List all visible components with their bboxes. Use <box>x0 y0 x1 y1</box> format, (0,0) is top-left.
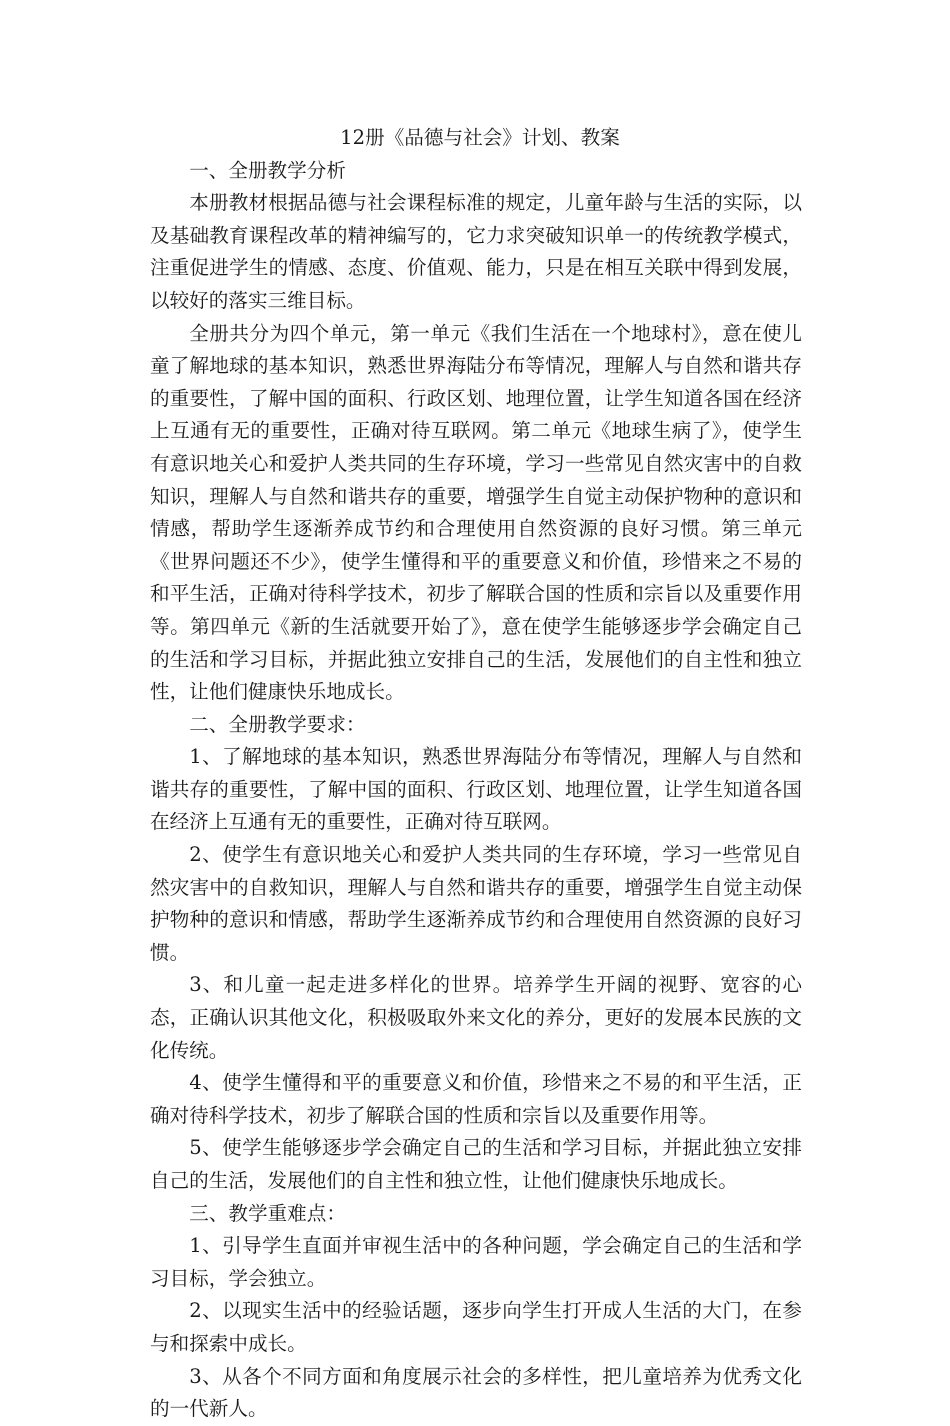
section-heading-analysis: 一、全册教学分析 <box>189 158 346 182</box>
requirement-item-4: 4、使学生懂得和平的重要意义和价值，珍惜来之不易的和平生活，正确对待科学技术，初步了解联合国的性质和宗旨以及重要作用等。 <box>150 1071 802 1127</box>
document-title: 12册《品德与社会》计划、教案 <box>340 126 620 149</box>
paragraph-units-overview: 全册共分为四个单元，第一单元《我们生活在一个地球村》，意在使儿童了解地球的基本知识，熟悉世界海陆分布等情况，理解人与自然和谐共存的重要性，了解中国的面积、行政区划、地理位置，让学生知道各国在经济上互通有无的重要性，正确对待互联网。第二单元《地球生病了》，使学生有意识地关心和爱护人类共同的生存环境，学习一些常见自然灾害中的自救知识，理解人与自然和谐共存的重要，增强学生自觉主动保护物种的意识和情感，帮助学生逐渐养成节约和合理使用自然资源的良好习惯。第三单元《世界问题还不少》，使学生懂得和平的重要意义和价值，珍惜来之不易的和平生活，正确对待科学技术，初步了解联合国的性质和宗旨以及重要作用等。第四单元《新的生活就要开始了》，意在使学生能够逐步学会确定自己的生活和学习目标，并据此独立安排自己的生活，发展他们的自主性和独立性，让他们健康快乐地成长。 <box>150 321 802 704</box>
section-heading-key-points: 三、教学重难点： <box>189 1201 346 1225</box>
key-point-item-3: 3、从各个不同方面和角度展示社会的多样性，把儿童培养为优秀文化的一代新人。 <box>150 1364 802 1421</box>
key-point-item-1: 1、引导学生直面并审视生活中的各种问题，学会确定自己的生活和学习目标，学会独立。 <box>150 1234 802 1290</box>
requirement-item-3: 3、和儿童一起走进多样化的世界。培养学生开阔的视野、宽容的心态，正确认识其他文化，积极吸取外来文化的养分，更好的发展本民族的文化传统。 <box>150 973 802 1062</box>
requirement-item-1: 1、了解地球的基本知识，熟悉世界海陆分布等情况，理解人与自然和谐共存的重要性，了解中国的面积、行政区划、地理位置，让学生知道各国在经济上互通有无的重要性，正确对待互联网。 <box>150 745 802 834</box>
document-body <box>150 122 802 1426</box>
key-point-item-2: 2、以现实生活中的经验话题，逐步向学生打开成人生活的大门，在参与和探索中成长。 <box>150 1299 802 1355</box>
requirement-item-5: 5、使学生能够逐步学会确定自己的生活和学习目标，并据此独立安排自己的生活，发展他们的自主性和独立性，让他们健康快乐地成长。 <box>150 1136 802 1192</box>
requirement-item-2: 2、使学生有意识地关心和爱护人类共同的生存环境，学习一些常见自然灾害中的自救知识，理解人与自然和谐共存的重要，增强学生自觉主动保护物种的意识和情感，帮助学生逐渐养成节约和合理使用自然资源的良好习惯。 <box>150 843 802 964</box>
paragraph-textbook-intro: 本册教材根据品德与社会课程标准的规定，儿童年龄与生活的实际，以及基础教育课程改革的精神编写的，它力求突破知识单一的传统教学模式，注重促进学生的情感、态度、价值观、能力，只是在相互关联中得到发展，以较好的落实三维目标。 <box>150 191 802 312</box>
section-heading-requirements: 二、全册教学要求： <box>189 712 366 736</box>
